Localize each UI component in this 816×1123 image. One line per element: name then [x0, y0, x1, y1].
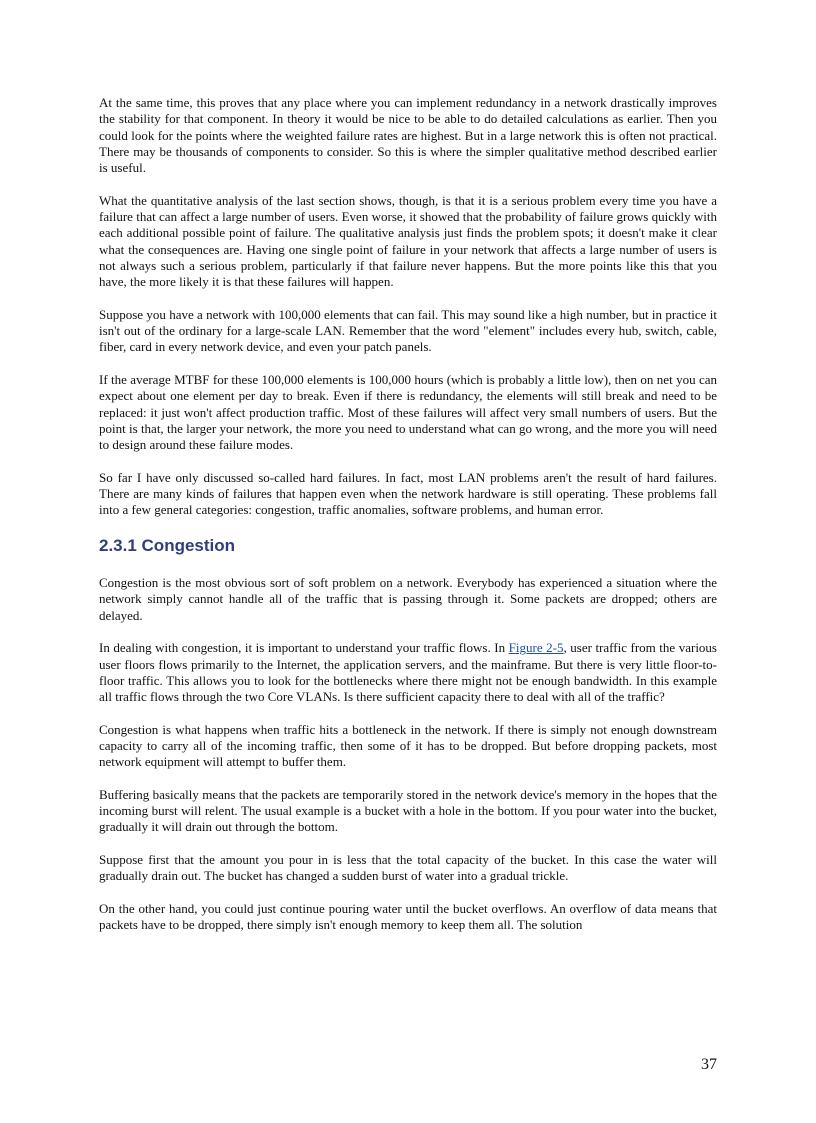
- paragraph-network-elements: Suppose you have a network with 100,000 elements that can fail. This may sound like a high number, but in practice it isn't out of the ordinary for a large-scale LAN. Remember that the word "element" includes every hub, switch, cable, fiber, card in every network device, and even your patch panels.: [99, 306, 717, 355]
- paragraph-bucket-drain: Suppose first that the amount you pour in is less that the total capacity of the bucket. In this case the water will gradually drain out. The bucket has changed a sudden burst of water into a gradual trickle.: [99, 852, 717, 884]
- paragraph-traffic-flows: [99, 640, 717, 705]
- paragraph-quantitative-analysis: What the quantitative analysis of the last section shows, though, is that it is a serious problem every time you have a failure that can affect a large number of users. Even worse, it showed that the probability of failure grows quickly with each additional possible point of failure. The qualitative analysis just finds the problem spots; it doesn't make it clear what the consequences are. Having one single point of failure in your network that affects a large number of users is not always such a serious problem, particularly if that failure never happens. But the more points like this that you have, the more likely it is that these failures will happen.: [99, 192, 717, 290]
- figure-2-5-link[interactable]: Figure 2-5: [508, 640, 564, 656]
- section-heading-congestion: 2.3.1 Congestion: [99, 536, 236, 556]
- paragraph-congestion-intro: Congestion is the most obvious sort of soft problem on a network. Everybody has experienced a situation where the network simply cannot handle all of the traffic that is passing through it. Some packets are dropped; others are delayed.: [99, 575, 717, 623]
- paragraph-bottleneck: Congestion is what happens when traffic hits a bottleneck in the network. If there is simply not enough downstream capacity to carry all of the incoming traffic, then some of it has to be dropped. But before dropping packets, most network equipment will attempt to buffer them.: [99, 721, 717, 770]
- page-number: 37: [701, 1056, 717, 1073]
- traffic-flows-text-after: , user traffic from the various user floors flows primarily to the Internet, the application servers, and the mainframe. But there is very little floor-to-floor traffic. This allows you to look for the bottlenecks where there might not be enough bandwidth. In this example all traffic flows through the two Core VLANs. Is there sufficient capacity there to deal with all of the traffic?: [99, 640, 717, 705]
- paragraph-bucket-overflow: On the other hand, you could just continue pouring water until the bucket overflows. An overflow of data means that packets have to be dropped, there simply isn't enough memory to keep them all. The solution: [99, 900, 717, 933]
- traffic-flows-text-before: In dealing with congestion, it is important to understand your traffic flows. In: [99, 640, 509, 656]
- paragraph-buffering: Buffering basically means that the packets are temporarily stored in the network device's memory in the hopes that the incoming burst will relent. The usual example is a bucket with a hole in the bottom. If you pour water into the bucket, gradually it will drain out through the bottom.: [99, 786, 717, 835]
- paragraph-hard-failures: So far I have only discussed so-called hard failures. In fact, most LAN problems aren't the result of hard failures. There are many kinds of failures that happen even when the network hardware is still operating. These problems fall into a few general categories: congestion, traffic anomalies, software problems, and human error.: [99, 469, 717, 518]
- page-body: [99, 95, 717, 950]
- paragraph-mtbf: If the average MTBF for these 100,000 elements is 100,000 hours (which is probably a little low), then on net you can expect about one element per day to break. Even if there is redundancy, the elements will still break and need to be replaced: it just won't affect production traffic. Most of these failures will affect very small numbers of users. But the point is that, the larger your network, the more you need to understand what can go wrong, and the more you will need to design around these failure modes.: [99, 372, 717, 453]
- paragraph-redundancy: At the same time, this proves that any place where you can implement redundancy in a network drastically improves the stability for that component. In theory it would be nice to be able to do detailed calculations as earlier. Then you could look for the points where the weighted failure rates are highest. But in a large network this is often not practical. There may be thousands of components to consider. So this is where the simpler qualitative method described earlier is useful.: [99, 95, 717, 176]
